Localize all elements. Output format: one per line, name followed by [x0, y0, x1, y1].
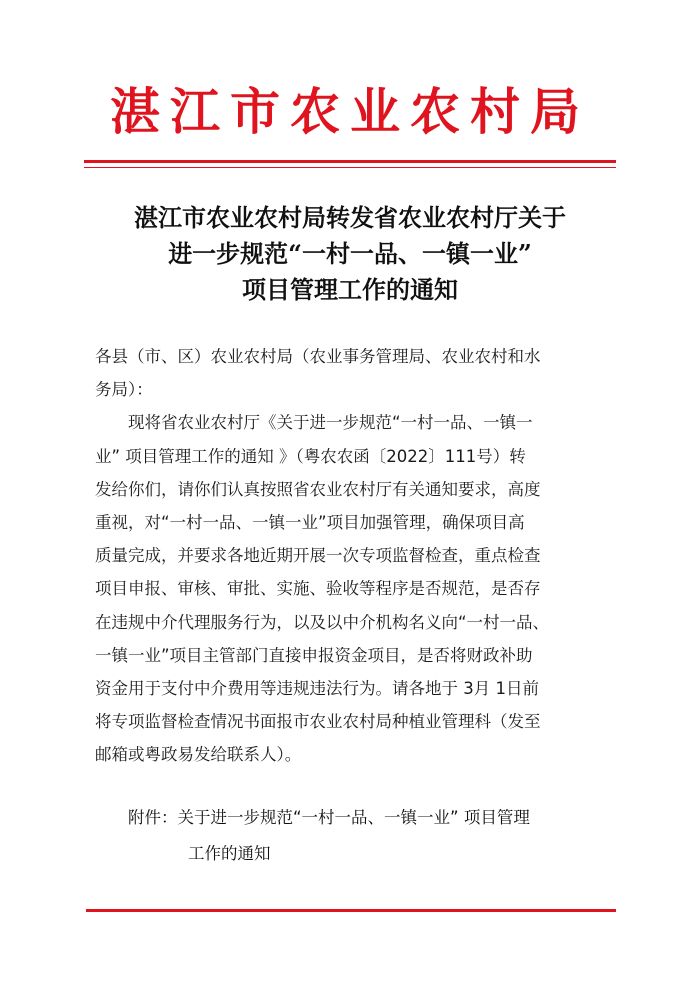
letterhead-divider-thick: [84, 160, 616, 163]
title-line: 进一步规范“一村一品、一镇一业”: [168, 239, 532, 268]
body-line: 质量完成，并要求各地近期开展一次专项监督检查，重点检查: [95, 546, 541, 566]
body-line: 发给你们，请你们认真按照省农业农村厅有关通知要求，高度: [95, 479, 541, 499]
body-line: 在违规中介代理服务行为，以及以中介机构名义向“一村一品、: [95, 612, 550, 632]
document-body: [95, 340, 610, 772]
letterhead-org-name: 湛江市农业农村局: [110, 82, 590, 141]
body-line: 将专项监督检查情况书面报市农业农村局种植业管理科（发至: [95, 712, 541, 732]
title-line: 项目管理工作的通知: [242, 275, 458, 304]
footer-divider: [86, 909, 616, 912]
attachment-line: 附件：关于进一步规范“一村一品、一镇一业” 项目管理: [128, 808, 530, 827]
document-title: [60, 200, 640, 308]
title-line: 湛江市农业农村局转发省农业农村厅关于: [134, 203, 566, 232]
letterhead-divider-thin: [84, 167, 616, 168]
recipient-line: 各县（市、区）农业农村局（农业事务管理局、农业农村和水: [95, 347, 541, 366]
body-line: 重视，对“一村一品、一镇一业”项目加强管理，确保项目高: [95, 513, 525, 533]
body-line: 现将省农业农村厅《关于进一步规范“一村一品、一镇一: [128, 413, 533, 433]
attachment-line: 工作的通知: [188, 844, 271, 863]
body-line: 资金用于支付中介费用等违规违法行为。请各地于 3月 1日前: [95, 679, 539, 699]
recipient-line: 务局）：: [95, 380, 153, 400]
attachment-note: [95, 800, 610, 872]
body-line: 一镇一业”项目主管部门直接申报资金项目，是否将财政补助: [95, 645, 533, 665]
body-line: 业” 项目管理工作的通知 》（粤农农函〔2022〕111号）转: [95, 446, 526, 466]
body-line: 邮箱或粤政易发给联系人）。: [95, 745, 302, 765]
body-line: 项目申报、审核、审批、实施、验收等程序是否规范，是否存: [95, 579, 541, 599]
